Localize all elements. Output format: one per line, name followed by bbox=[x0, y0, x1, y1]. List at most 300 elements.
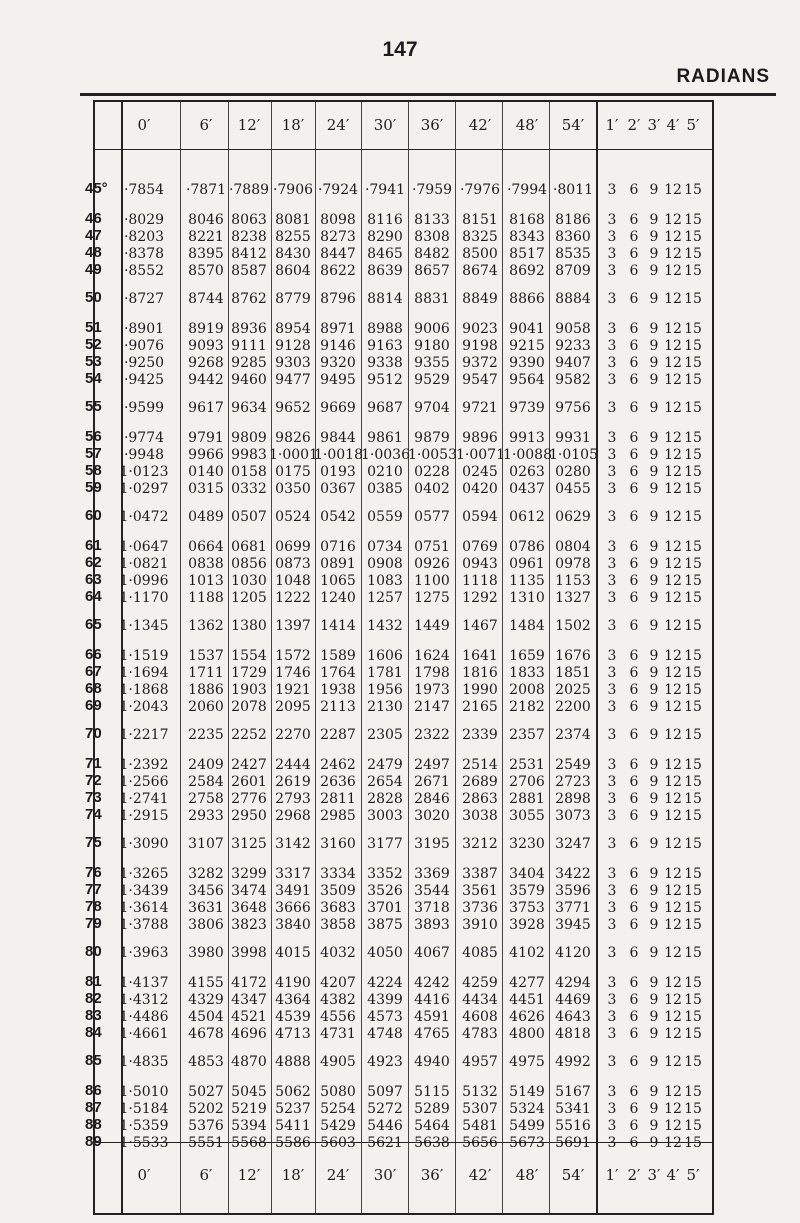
difference-cell: 9 bbox=[649, 883, 659, 899]
value-cell: 1·1170 bbox=[119, 590, 169, 606]
value-cell: 2287 bbox=[320, 727, 356, 743]
difference-cell: 15 bbox=[684, 1026, 702, 1042]
difference-cell: 6 bbox=[629, 464, 639, 480]
value-cell: 1659 bbox=[509, 648, 545, 664]
degree-label: 81 bbox=[85, 973, 102, 990]
degree-label: 54 bbox=[85, 370, 102, 387]
difference-cell: 9 bbox=[649, 699, 659, 715]
difference-cell: 3 bbox=[607, 791, 617, 807]
value-cell: 0856 bbox=[231, 556, 267, 572]
value-cell: 1·0053 bbox=[408, 447, 457, 463]
value-cell: 1851 bbox=[555, 665, 591, 681]
value-cell: 5429 bbox=[320, 1118, 356, 1134]
value-cell: 4190 bbox=[275, 975, 311, 991]
difference-cell: 15 bbox=[684, 447, 702, 463]
value-cell: 5499 bbox=[509, 1118, 545, 1134]
difference-cell: 3 bbox=[607, 727, 617, 743]
value-cell: 0873 bbox=[275, 556, 311, 572]
difference-cell: 12 bbox=[664, 774, 682, 790]
degree-label: 48 bbox=[85, 244, 102, 261]
difference-cell: 3 bbox=[607, 992, 617, 1008]
value-cell: 3456 bbox=[188, 883, 224, 899]
header-minute-5: 30′ bbox=[373, 116, 397, 134]
difference-cell: 12 bbox=[664, 509, 682, 525]
difference-cell: 15 bbox=[684, 229, 702, 245]
value-cell: 2898 bbox=[555, 791, 591, 807]
difference-cell: 3 bbox=[607, 1118, 617, 1134]
value-cell: 8919 bbox=[188, 321, 224, 337]
value-cell: ·7854 bbox=[123, 182, 165, 198]
value-cell: 1·0647 bbox=[119, 539, 169, 555]
value-cell: 1816 bbox=[462, 665, 498, 681]
difference-cell: 6 bbox=[629, 573, 639, 589]
value-cell: 8604 bbox=[275, 263, 311, 279]
difference-cell: 9 bbox=[649, 992, 659, 1008]
value-cell: 3038 bbox=[462, 808, 498, 824]
value-cell: 8447 bbox=[320, 246, 356, 262]
difference-cell: 3 bbox=[607, 1084, 617, 1100]
difference-cell: 3 bbox=[607, 900, 617, 916]
value-cell: 3491 bbox=[275, 883, 311, 899]
column-rule bbox=[180, 102, 181, 1213]
value-cell: 1973 bbox=[414, 682, 450, 698]
difference-cell: 15 bbox=[684, 263, 702, 279]
difference-cell: 12 bbox=[664, 590, 682, 606]
difference-cell: 9 bbox=[649, 1054, 659, 1070]
value-cell: 1083 bbox=[367, 573, 403, 589]
value-cell: 1310 bbox=[509, 590, 545, 606]
value-cell: 9495 bbox=[320, 372, 356, 388]
footer-minute-9: 54′ bbox=[561, 1166, 585, 1184]
value-cell: 0263 bbox=[509, 464, 545, 480]
value-cell: 1449 bbox=[414, 618, 450, 634]
value-cell: ·8203 bbox=[123, 229, 165, 245]
value-cell: 1921 bbox=[275, 682, 311, 698]
value-cell: 0332 bbox=[231, 481, 267, 497]
value-cell: 4731 bbox=[320, 1026, 356, 1042]
difference-cell: 3 bbox=[607, 757, 617, 773]
value-cell: 5568 bbox=[231, 1135, 267, 1151]
value-cell: 8273 bbox=[320, 229, 356, 245]
degree-label: 86 bbox=[85, 1082, 102, 1099]
difference-cell: 12 bbox=[664, 757, 682, 773]
value-cell: 3771 bbox=[555, 900, 591, 916]
value-cell: 2758 bbox=[188, 791, 224, 807]
difference-cell: 3 bbox=[607, 774, 617, 790]
value-cell: 3055 bbox=[509, 808, 545, 824]
value-cell: 1153 bbox=[555, 573, 591, 589]
value-cell: ·7906 bbox=[272, 182, 314, 198]
difference-cell: 12 bbox=[664, 556, 682, 572]
difference-cell: 15 bbox=[684, 774, 702, 790]
footer-minute-3: 18′ bbox=[281, 1166, 305, 1184]
value-cell: ·8011 bbox=[552, 182, 594, 198]
value-cell: 2060 bbox=[188, 699, 224, 715]
value-cell: 0786 bbox=[509, 539, 545, 555]
value-cell: 2689 bbox=[462, 774, 498, 790]
difference-cell: 15 bbox=[684, 430, 702, 446]
difference-cell: 3 bbox=[607, 618, 617, 634]
difference-cell: 9 bbox=[649, 291, 659, 307]
value-cell: 2950 bbox=[231, 808, 267, 824]
difference-cell: 12 bbox=[664, 464, 682, 480]
difference-cell: 9 bbox=[649, 573, 659, 589]
value-cell: 0228 bbox=[414, 464, 450, 480]
difference-cell: 12 bbox=[664, 648, 682, 664]
difference-cell: 15 bbox=[684, 481, 702, 497]
value-cell: 1·2043 bbox=[119, 699, 169, 715]
difference-cell: 6 bbox=[629, 682, 639, 698]
value-cell: 1·2741 bbox=[119, 791, 169, 807]
difference-cell: 6 bbox=[629, 900, 639, 916]
value-cell: 1781 bbox=[367, 665, 403, 681]
value-cell: 9617 bbox=[188, 400, 224, 416]
difference-cell: 15 bbox=[684, 992, 702, 1008]
value-cell: 1·4661 bbox=[119, 1026, 169, 1042]
difference-cell: 12 bbox=[664, 727, 682, 743]
value-cell: 0367 bbox=[320, 481, 356, 497]
value-cell: 1·4312 bbox=[119, 992, 169, 1008]
section-title: RADIANS bbox=[676, 66, 770, 87]
difference-cell: 12 bbox=[664, 539, 682, 555]
value-cell: 0838 bbox=[188, 556, 224, 572]
value-cell: 0681 bbox=[231, 539, 267, 555]
value-cell: ·9250 bbox=[123, 355, 165, 371]
value-cell: 0385 bbox=[367, 481, 403, 497]
value-cell: 1414 bbox=[320, 618, 356, 634]
difference-cell: 6 bbox=[629, 509, 639, 525]
difference-cell: 9 bbox=[649, 556, 659, 572]
value-cell: 4888 bbox=[275, 1054, 311, 1070]
value-cell: 4748 bbox=[367, 1026, 403, 1042]
degree-label: 74 bbox=[85, 806, 102, 823]
value-cell: 4853 bbox=[188, 1054, 224, 1070]
degree-label: 76 bbox=[85, 864, 102, 881]
difference-cell: 9 bbox=[649, 212, 659, 228]
difference-cell: 9 bbox=[649, 1101, 659, 1117]
difference-cell: 9 bbox=[649, 539, 659, 555]
value-cell: 4015 bbox=[275, 945, 311, 961]
degree-label: 52 bbox=[85, 336, 102, 353]
value-cell: 9041 bbox=[509, 321, 545, 337]
difference-cell: 9 bbox=[649, 400, 659, 416]
degree-label: 66 bbox=[85, 646, 102, 663]
value-cell: 1327 bbox=[555, 590, 591, 606]
difference-cell: 12 bbox=[664, 573, 682, 589]
value-cell: 0804 bbox=[555, 539, 591, 555]
value-cell: 9879 bbox=[414, 430, 450, 446]
header-diff-0: 1′ bbox=[605, 116, 619, 134]
difference-cell: 6 bbox=[629, 1054, 639, 1070]
value-cell: 1956 bbox=[367, 682, 403, 698]
value-cell: 9564 bbox=[509, 372, 545, 388]
value-cell: 0559 bbox=[367, 509, 403, 525]
value-cell: 1·0001 bbox=[269, 447, 318, 463]
value-cell: 1118 bbox=[462, 573, 498, 589]
difference-cell: 9 bbox=[649, 866, 659, 882]
difference-cell: 9 bbox=[649, 229, 659, 245]
difference-cell: 9 bbox=[649, 338, 659, 354]
value-cell: 9739 bbox=[509, 400, 545, 416]
difference-cell: 12 bbox=[664, 618, 682, 634]
value-cell: 4975 bbox=[509, 1054, 545, 1070]
degree-label: 62 bbox=[85, 554, 102, 571]
difference-cell: 6 bbox=[629, 975, 639, 991]
degree-label: 56 bbox=[85, 428, 102, 445]
value-cell: 0699 bbox=[275, 539, 311, 555]
difference-cell: 6 bbox=[629, 481, 639, 497]
value-cell: 4382 bbox=[320, 992, 356, 1008]
value-cell: 8500 bbox=[462, 246, 498, 262]
value-cell: 9477 bbox=[275, 372, 311, 388]
value-cell: 3596 bbox=[555, 883, 591, 899]
value-cell: 1·2566 bbox=[119, 774, 169, 790]
value-cell: 1·1694 bbox=[119, 665, 169, 681]
value-cell: 4364 bbox=[275, 992, 311, 1008]
footer-minute-8: 48′ bbox=[515, 1166, 539, 1184]
difference-cell: 9 bbox=[649, 774, 659, 790]
value-cell: 1729 bbox=[231, 665, 267, 681]
difference-cell: 6 bbox=[629, 372, 639, 388]
value-cell: 0315 bbox=[188, 481, 224, 497]
degree-label: 72 bbox=[85, 772, 102, 789]
difference-cell: 6 bbox=[629, 263, 639, 279]
value-cell: 9285 bbox=[231, 355, 267, 371]
value-cell: 9233 bbox=[555, 338, 591, 354]
value-cell: 0629 bbox=[555, 509, 591, 525]
value-cell: 1100 bbox=[414, 573, 450, 589]
difference-cell: 9 bbox=[649, 757, 659, 773]
value-cell: 8814 bbox=[367, 291, 403, 307]
value-cell: 8430 bbox=[275, 246, 311, 262]
difference-cell: 12 bbox=[664, 699, 682, 715]
value-cell: 9547 bbox=[462, 372, 498, 388]
value-cell: 5464 bbox=[414, 1118, 450, 1134]
difference-cell: 3 bbox=[607, 212, 617, 228]
value-cell: 0542 bbox=[320, 509, 356, 525]
value-cell: 4800 bbox=[509, 1026, 545, 1042]
degree-label: 51 bbox=[85, 319, 102, 336]
difference-cell: 12 bbox=[664, 1054, 682, 1070]
degree-label: 50 bbox=[85, 289, 102, 306]
value-cell: 3509 bbox=[320, 883, 356, 899]
difference-cell: 12 bbox=[664, 1026, 682, 1042]
value-cell: 0908 bbox=[367, 556, 403, 572]
value-cell: 8762 bbox=[231, 291, 267, 307]
difference-cell: 6 bbox=[629, 355, 639, 371]
value-cell: 8063 bbox=[231, 212, 267, 228]
value-cell: 1537 bbox=[188, 648, 224, 664]
difference-cell: 3 bbox=[607, 866, 617, 882]
value-cell: 8360 bbox=[555, 229, 591, 245]
value-cell: 3317 bbox=[275, 866, 311, 882]
value-cell: 3160 bbox=[320, 836, 356, 852]
value-cell: 3125 bbox=[231, 836, 267, 852]
value-cell: 8290 bbox=[367, 229, 403, 245]
header-minute-6: 36′ bbox=[420, 116, 444, 134]
value-cell: 3230 bbox=[509, 836, 545, 852]
value-cell: 9669 bbox=[320, 400, 356, 416]
difference-cell: 12 bbox=[664, 808, 682, 824]
difference-cell: 6 bbox=[629, 246, 639, 262]
value-cell: 3142 bbox=[275, 836, 311, 852]
value-cell: 9791 bbox=[188, 430, 224, 446]
value-cell: 1554 bbox=[231, 648, 267, 664]
value-cell: 3299 bbox=[231, 866, 267, 882]
value-cell: 3003 bbox=[367, 808, 403, 824]
difference-cell: 6 bbox=[629, 699, 639, 715]
value-cell: ·8901 bbox=[123, 321, 165, 337]
value-cell: 9215 bbox=[509, 338, 545, 354]
value-cell: 0489 bbox=[188, 509, 224, 525]
difference-cell: 9 bbox=[649, 682, 659, 698]
difference-cell: 3 bbox=[607, 648, 617, 664]
page-number: 147 bbox=[382, 38, 418, 61]
difference-cell: 3 bbox=[607, 321, 617, 337]
difference-cell: 3 bbox=[607, 1054, 617, 1070]
degree-label: 47 bbox=[85, 227, 102, 244]
value-cell: ·7924 bbox=[317, 182, 359, 198]
difference-cell: 3 bbox=[607, 509, 617, 525]
value-cell: 8482 bbox=[414, 246, 450, 262]
difference-cell: 15 bbox=[684, 866, 702, 882]
value-cell: 2113 bbox=[320, 699, 356, 715]
value-cell: 2985 bbox=[320, 808, 356, 824]
difference-cell: 6 bbox=[629, 866, 639, 882]
value-cell: 9006 bbox=[414, 321, 450, 337]
difference-cell: 12 bbox=[664, 229, 682, 245]
value-cell: 4451 bbox=[509, 992, 545, 1008]
value-cell: 8046 bbox=[188, 212, 224, 228]
value-cell: 8098 bbox=[320, 212, 356, 228]
value-cell: 0926 bbox=[414, 556, 450, 572]
value-cell: 8936 bbox=[231, 321, 267, 337]
value-cell: 2444 bbox=[275, 757, 311, 773]
value-cell: 3683 bbox=[320, 900, 356, 916]
value-cell: 0158 bbox=[231, 464, 267, 480]
value-cell: 1746 bbox=[275, 665, 311, 681]
value-cell: ·8029 bbox=[123, 212, 165, 228]
difference-cell: 3 bbox=[607, 447, 617, 463]
difference-cell: 12 bbox=[664, 975, 682, 991]
value-cell: 1624 bbox=[414, 648, 450, 664]
value-cell: 4399 bbox=[367, 992, 403, 1008]
difference-cell: 15 bbox=[684, 883, 702, 899]
value-cell: 8866 bbox=[509, 291, 545, 307]
value-cell: 8238 bbox=[231, 229, 267, 245]
value-cell: 8884 bbox=[555, 291, 591, 307]
difference-cell: 12 bbox=[664, 263, 682, 279]
value-cell: 2933 bbox=[188, 808, 224, 824]
value-cell: 4923 bbox=[367, 1054, 403, 1070]
value-cell: 5656 bbox=[462, 1135, 498, 1151]
difference-cell: 12 bbox=[664, 945, 682, 961]
value-cell: 3404 bbox=[509, 866, 545, 882]
difference-cell: 12 bbox=[664, 182, 682, 198]
value-cell: 4067 bbox=[414, 945, 450, 961]
value-cell: 1240 bbox=[320, 590, 356, 606]
difference-cell: 9 bbox=[649, 430, 659, 446]
value-cell: 2636 bbox=[320, 774, 356, 790]
value-cell: ·7994 bbox=[506, 182, 548, 198]
value-cell: 2357 bbox=[509, 727, 545, 743]
value-cell: 3282 bbox=[188, 866, 224, 882]
value-cell: 3561 bbox=[462, 883, 498, 899]
value-cell: 2619 bbox=[275, 774, 311, 790]
value-cell: 0350 bbox=[275, 481, 311, 497]
degree-label: 82 bbox=[85, 990, 102, 1007]
value-cell: 8186 bbox=[555, 212, 591, 228]
radians-table bbox=[85, 100, 714, 1215]
header-minute-9: 54′ bbox=[561, 116, 585, 134]
value-cell: 4713 bbox=[275, 1026, 311, 1042]
difference-cell: 9 bbox=[649, 648, 659, 664]
degree-label: 71 bbox=[85, 755, 102, 772]
footer-diff-2: 3′ bbox=[647, 1166, 661, 1184]
difference-cell: 3 bbox=[607, 481, 617, 497]
value-cell: 3840 bbox=[275, 917, 311, 933]
difference-cell: 12 bbox=[664, 400, 682, 416]
value-cell: 1·5359 bbox=[119, 1118, 169, 1134]
value-cell: 1·1345 bbox=[119, 618, 169, 634]
value-cell: 9390 bbox=[509, 355, 545, 371]
degree-label: 73 bbox=[85, 789, 102, 806]
difference-cell: 9 bbox=[649, 246, 659, 262]
value-cell: 0437 bbox=[509, 481, 545, 497]
value-cell: 5621 bbox=[367, 1135, 403, 1151]
degree-label: 55 bbox=[85, 398, 102, 415]
degree-label: 49 bbox=[85, 261, 102, 278]
difference-cell: 9 bbox=[649, 321, 659, 337]
value-cell: 5289 bbox=[414, 1101, 450, 1117]
value-cell: 3526 bbox=[367, 883, 403, 899]
value-cell: 8954 bbox=[275, 321, 311, 337]
value-cell: 3369 bbox=[414, 866, 450, 882]
value-cell: 0734 bbox=[367, 539, 403, 555]
difference-cell: 6 bbox=[629, 618, 639, 634]
difference-cell: 3 bbox=[607, 808, 617, 824]
difference-cell: 6 bbox=[629, 182, 639, 198]
value-cell: 4940 bbox=[414, 1054, 450, 1070]
value-cell: 1432 bbox=[367, 618, 403, 634]
value-cell: 4347 bbox=[231, 992, 267, 1008]
value-cell: 9809 bbox=[231, 430, 267, 446]
value-cell: 8587 bbox=[231, 263, 267, 279]
difference-cell: 15 bbox=[684, 464, 702, 480]
difference-cell: 15 bbox=[684, 791, 702, 807]
value-cell: 2497 bbox=[414, 757, 450, 773]
difference-cell: 12 bbox=[664, 883, 682, 899]
difference-cell: 6 bbox=[629, 992, 639, 1008]
degree-label: 68 bbox=[85, 680, 102, 697]
value-cell: ·9774 bbox=[123, 430, 165, 446]
value-cell: ·7871 bbox=[185, 182, 227, 198]
header-minute-7: 42′ bbox=[468, 116, 492, 134]
difference-cell: 12 bbox=[664, 682, 682, 698]
degree-label: 84 bbox=[85, 1024, 102, 1041]
difference-cell: 12 bbox=[664, 246, 682, 262]
value-cell: 1589 bbox=[320, 648, 356, 664]
value-cell: 4434 bbox=[462, 992, 498, 1008]
difference-cell: 15 bbox=[684, 212, 702, 228]
value-cell: 3736 bbox=[462, 900, 498, 916]
header-diff-2: 3′ bbox=[647, 116, 661, 134]
value-cell: 5115 bbox=[414, 1084, 450, 1100]
difference-cell: 15 bbox=[684, 338, 702, 354]
value-cell: 4242 bbox=[414, 975, 450, 991]
value-cell: 1397 bbox=[275, 618, 311, 634]
value-cell: 9931 bbox=[555, 430, 591, 446]
